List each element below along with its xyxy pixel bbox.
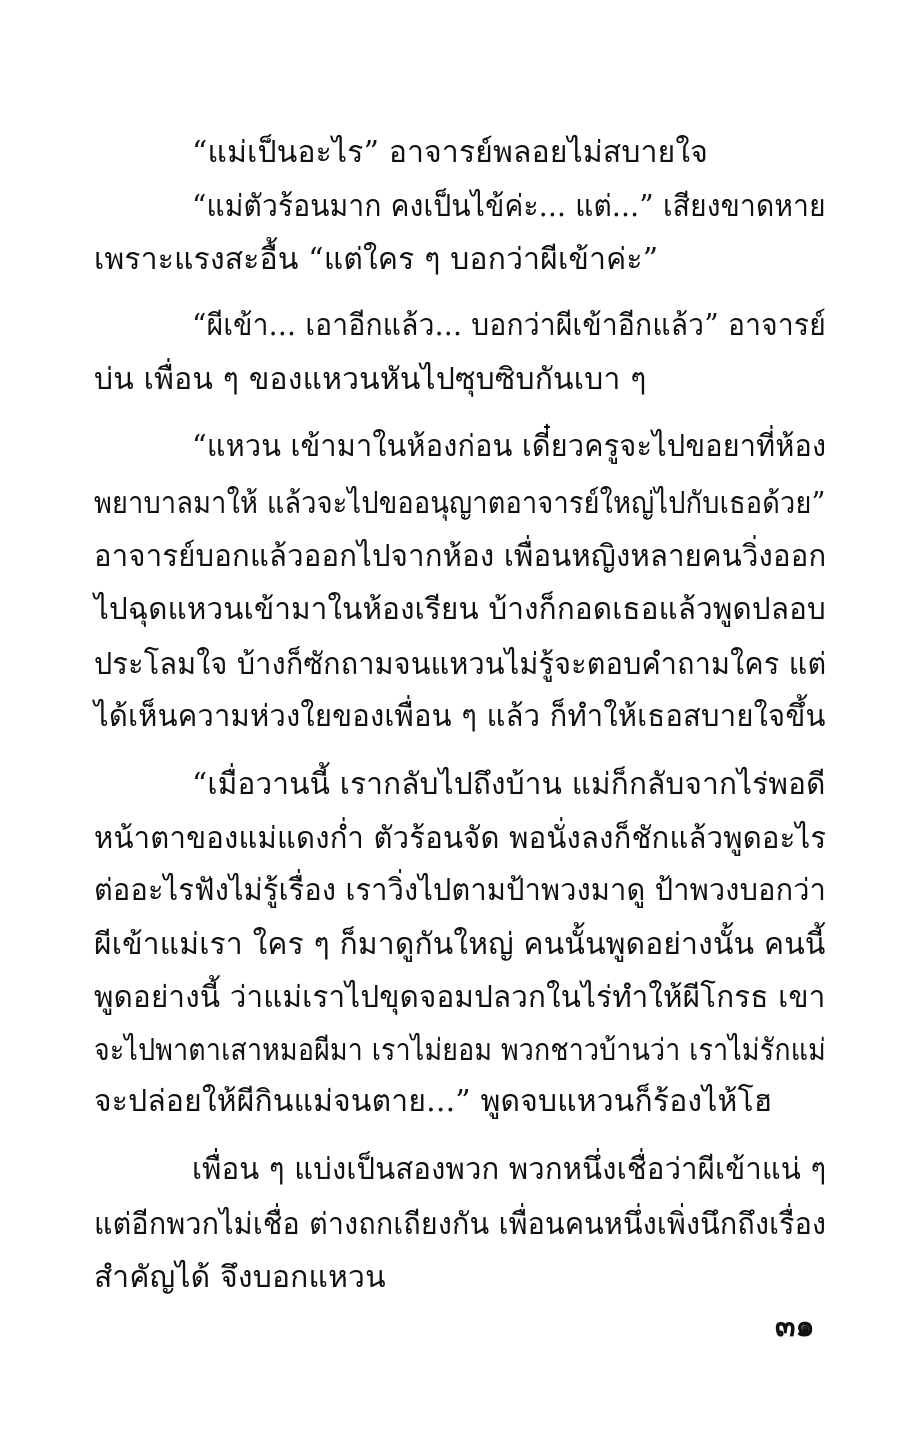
page-number: ๓๑ (775, 1309, 815, 1344)
paragraph-line: “ผีเข้า... เอาอีกแล้ว... บอกว่าผีเข้าอีกแล้ว” อาจารย์ (192, 308, 826, 343)
paragraph-line: ไปฉุดแหวนเข้ามาในห้องเรียน บ้างก็กอดเธอแล้วพูดปลอบ (94, 592, 826, 627)
paragraph-line: ต่ออะไรฟังไม่รู้เรื่อง เราวิ่งไปตามป้าพวงมาดู ป้าพวงบอกว่า (94, 873, 827, 908)
paragraph-line: ผีเข้าแม่เรา ใคร ๆ ก็มาดูกันใหญ่ คนนั้นพูดอย่างนั้น คนนี้ (94, 927, 826, 962)
paragraph-line: เพราะแรงสะอื้น “แต่ใคร ๆ บอกว่าผีเข้าค่ะ” (94, 242, 659, 277)
paragraph-line: “แม่เป็นอะไร” อาจารย์พลอยไม่สบายใจ (192, 135, 709, 170)
paragraph-line: พยาบาลมาให้ แล้วจะไปขออนุญาตอาจารย์ใหญ่ไปกับเธอด้วย” (94, 486, 826, 521)
paragraph-line: ได้เห็นความห่วงใยของเพื่อน ๆ แล้ว ก็ทำให้เธอสบายใจขึ้น (94, 699, 826, 734)
paragraph-line: พูดอย่างนี้ ว่าแม่เราไปขุดจอมปลวกในไร่ทำให้ผีโกรธ เขา (94, 980, 826, 1015)
paragraph-line: จะไปพาตาเสาหมอผีมา เราไม่ยอม พวกชาวบ้านว่า เราไม่รักแม่ (94, 1033, 826, 1068)
paragraph-line: “แม่ตัวร้อนมาก คงเป็นไข้ค่ะ... แต่...” เสียงขาดหาย (192, 189, 826, 224)
paragraph-line: บ่น เพื่อน ๆ ของแหวนหันไปซุบซิบกันเบา ๆ (94, 362, 647, 397)
paragraph-line: จะปล่อยให้ผีกินแม่จนตาย...” พูดจบแหวนก็ร้องไห้โฮ (94, 1084, 773, 1119)
paragraph-line: ประโลมใจ บ้างก็ซักถามจนแหวนไม่รู้จะตอบคำถามใคร แต่ (94, 647, 827, 682)
paragraph-line: แต่อีกพวกไม่เชื่อ ต่างถกเถียงกัน เพื่อนคนหนึ่งเพิ่งนึกถึงเรื่อง (94, 1207, 827, 1242)
paragraph-line: เพื่อน ๆ แบ่งเป็นสองพวก พวกหนึ่งเชื่อว่าผีเข้าแน่ ๆ (192, 1152, 827, 1187)
paragraph-line: อาจารย์บอกแล้วออกไปจากห้อง เพื่อนหญิงหลายคนวิ่งออก (94, 539, 827, 574)
paragraph-line: “แหวน เข้ามาในห้องก่อน เดี๋ยวครูจะไปขอยาที่ห้อง (192, 429, 827, 464)
paragraph-line: หน้าตาของแม่แดงก่ำ ตัวร้อนจัด พอนั่งลงก็ชักแล้วพูดอะไร (94, 821, 827, 856)
paragraph-line: “เมื่อวานนี้ เรากลับไปถึงบ้าน แม่ก็กลับจากไร่พอดี (192, 767, 826, 802)
paragraph-line: สำคัญได้ จึงบอกแหวน (94, 1260, 386, 1295)
